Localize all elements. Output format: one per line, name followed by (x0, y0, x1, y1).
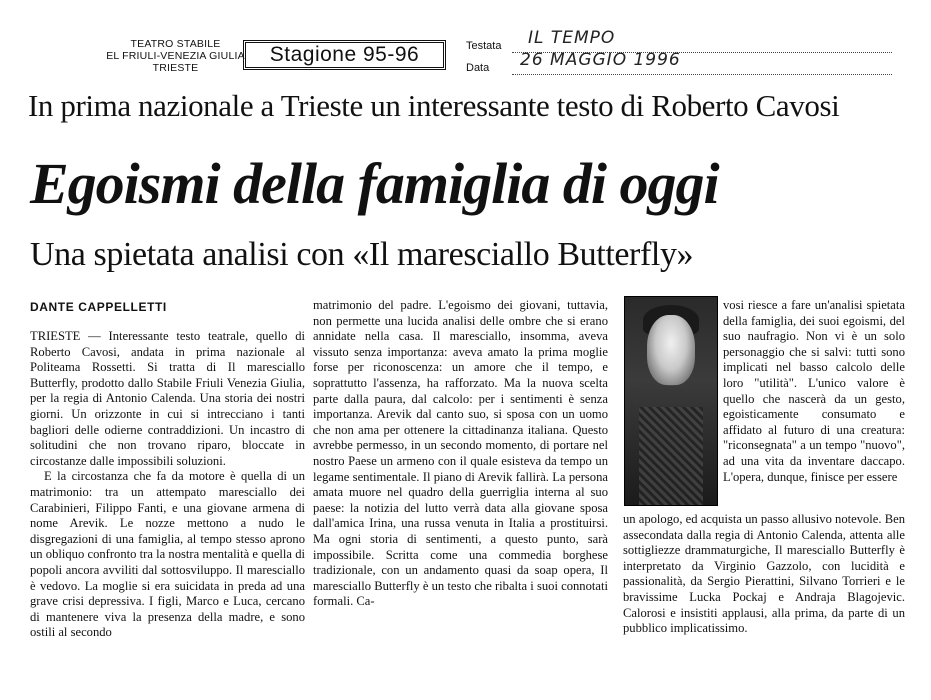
season-stamp (243, 40, 446, 70)
data-field (466, 62, 489, 74)
article-column-3-top (723, 298, 905, 485)
article-column-2 (313, 298, 608, 610)
testata-label: Testata (466, 40, 502, 52)
headline: Egoismi della famiglia di oggi (30, 151, 719, 216)
subheadline: Una spietata analisi con «Il maresciallo Butterfly» (30, 236, 694, 273)
paragraph: vosi riesce a fare un'analisi spietata della famiglia, dei suoi egoismi, del suo naufragio. Non vi è un solo personaggio che si salvi: tutti sono implicati nel basso calcolo delle loro "utilità". L'unico valore è quello che nascerà da un gesto, egoisticamente consumato e affidato al futuro di una creatura: "riconsegnata" a un tempo "nuovo", ad una vita da inventare daccapo. L'opera, dunque, finisce per essere (723, 298, 905, 484)
article-column-1 (30, 329, 305, 641)
photo-face (647, 315, 695, 385)
theatre-credit (88, 38, 263, 74)
paragraph: TRIESTE — Interessante testo teatrale, quello di Roberto Cavosi, andata in prima nazionale al Politeama Rossetti. Si tratta di Il maresciallo Butterfly, prodotto dallo Stabile Friuli Venezia Giulia, per la regia di Antonio Calenda. Una storia dei nostri giorni. Un orizzonte in cui si intrecciano i tanti bagliori delle odierne contraddizioni. Un incastro di solitudini che non trovano riparo, bloccate in circostanze dalle impossibili soluzioni. (30, 329, 305, 468)
season-label: Stagione 95-96 (269, 43, 420, 66)
data-handwritten: 26 MAGGIO 1996 (520, 50, 681, 70)
testata-handwritten: IL TEMPO (528, 28, 616, 48)
theatre-line: TRIESTE (152, 62, 199, 74)
photo-clothing (639, 407, 703, 505)
overline: In prima nazionale a Trieste un interessante testo di Roberto Cavosi (28, 88, 840, 123)
article-column-3-bottom (623, 512, 905, 637)
data-label: Data (466, 62, 490, 74)
byline: DANTE CAPPELLETTI (30, 300, 167, 314)
theatre-line: EL FRIULI-VENEZIA GIULIA (106, 50, 245, 62)
data-line (512, 74, 892, 75)
testata-field (466, 40, 501, 52)
paragraph: un apologo, ed acquista un passo allusivo notevole. Ben assecondata dalla regia di Antonio Calenda, attenta alle sottigliezze drammaturgiche, Il maresciallo Butterfly è interpretato da Virginio Gazzolo, con lucidità e passionalità, da Sergio Pierattini, Silvano Torrieri e le bravissime Lucka Pockaj e Andraja Blagojevic. Calorosi e insistiti applausi, alla prima, da parte di un pubblico implicatissimo. (623, 512, 905, 636)
paragraph: E la circostanza che fa da motore è quella di un matrimonio: tra un attempato maresciallo dei Carabinieri, Filippo Fanti, e una giovane armena di nome Arevik. Le nozze mettono a nudo le disgregazioni di una famiglia, al tempo stesso aprono un obliquo confronto tra la nostra mentalità e quella di popoli ancora avviliti dal sottosviluppo. Il maresciallo è vedovo. La moglie si era suicidata in preda ad una grave crisi depressiva. I figli, Marco e Luca, cercano di mantenere viva la presenza della madre, e sono ostili al secondo (30, 469, 305, 640)
author-photo (624, 296, 718, 506)
theatre-line: TEATRO STABILE (130, 38, 221, 50)
paragraph: matrimonio del padre. L'egoismo dei giovani, tuttavia, non permette una lucida analisi delle ombre che si erano annidate nella casa. Il maresciallo, insomma, aveva vissuto senza importanza: aveva amato la prima moglie forse per riconoscenza: un amore che il tempo, e soprattutto l'assenza, ha rafforzato. Ma la nuova scelta parte dalla paura, dal calcolo: per i sentimenti è senza importanza. Arevik dal canto suo, si sposa con un uomo che non ama per ottenere la cittadinanza italiana. Questo avrebbe permesso, in un secondo momento, di portare nel nostro Paese un armeno con il quale esisteva da tempo un legame sentimentale. Il piano di Arevik fallirà. La persona amata muore nel quadro della guerriglia interna al suo paese: la notizia del lutto verrà data alla giovane sposa dall'amica Irina, una russa venuta in Italia a prostituirsi. Ma ogni storia di sentimenti, a questo punto, sarà impossibile. Scritta come una commedia borghese tradizionale, con un andamento quasi da soap opera, Il maresciallo Butterfly è un testo che ribalta i suoi connotati formali. Ca- (313, 298, 608, 609)
